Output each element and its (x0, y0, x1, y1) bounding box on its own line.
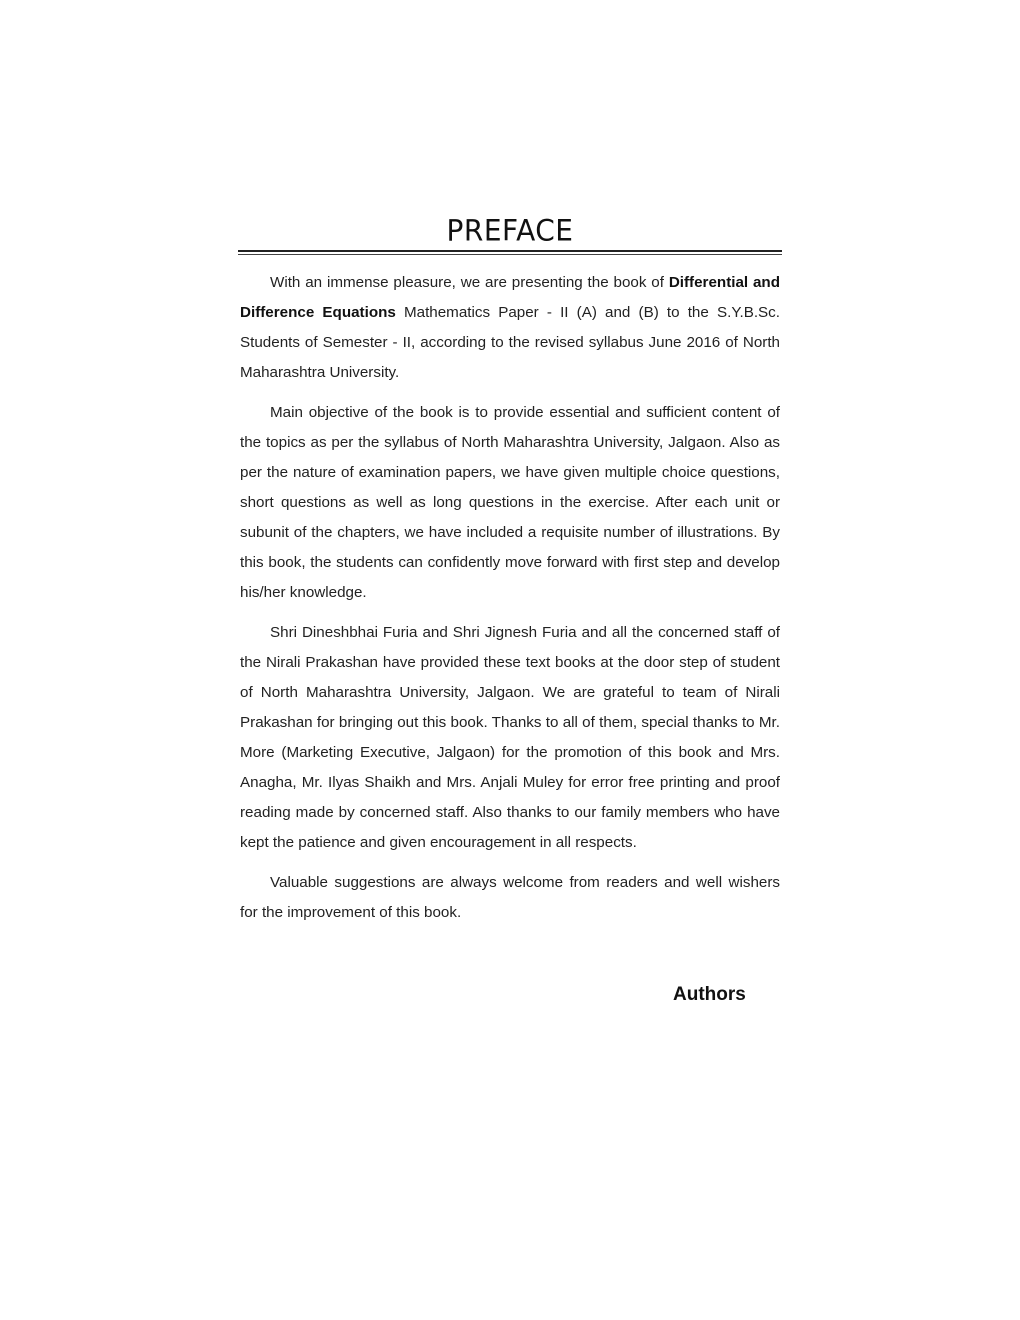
authors-signature: Authors (673, 984, 746, 1005)
preface-body (238, 268, 782, 928)
paragraph-objective: Main objective of the book is to provide essential and sufficient content of the topics as per the syllabus of North Maharashtra University, Jalgaon. Also as per the nature of examination papers, we have given multiple choice questions, short questions as well as long questions in the exercise. After each unit or subunit of the chapters, we have included a requisite number of illustrations. By this book, the students can confidently move forward with first step and develop his/her knowledge. (240, 404, 780, 601)
paragraph-intro (240, 268, 780, 388)
book-title: Differential and Difference Equations (240, 274, 780, 321)
title-underline-thin (238, 254, 782, 255)
page-title: PREFACE (446, 213, 574, 248)
paragraph-acknowledgements: Shri Dineshbhai Furia and Shri Jignesh Furia and all the concerned staff of the Nirali Prakashan have provided these text books at the door step of student of North Maharashtra University, Jalgaon. We are grateful to team of Nirali Prakashan for bringing out this book. Thanks to all of them, special thanks to Mr. More (Marketing Executive, Jalgaon) for the promotion of this book and Mrs. Anagha, Mr. Ilyas Shaikh and Mrs. Anjali Muley for error free printing and proof reading made by concerned staff. Also thanks to our family members who have kept the patience and given encouragement in all respects. (240, 624, 780, 851)
preface-section (238, 212, 782, 938)
intro-rest-text: Mathematics Paper - II (A) and (B) to the S.Y.B.Sc. Students of Semester - II, according to the revised syllabus June 2016 of North Maharashtra University. (240, 304, 780, 381)
paragraph-suggestions: Valuable suggestions are always welcome from readers and well wishers for the improvement of this book. (240, 874, 780, 921)
intro-lead-text: With an immense pleasure, we are presenting the book of (270, 274, 669, 291)
